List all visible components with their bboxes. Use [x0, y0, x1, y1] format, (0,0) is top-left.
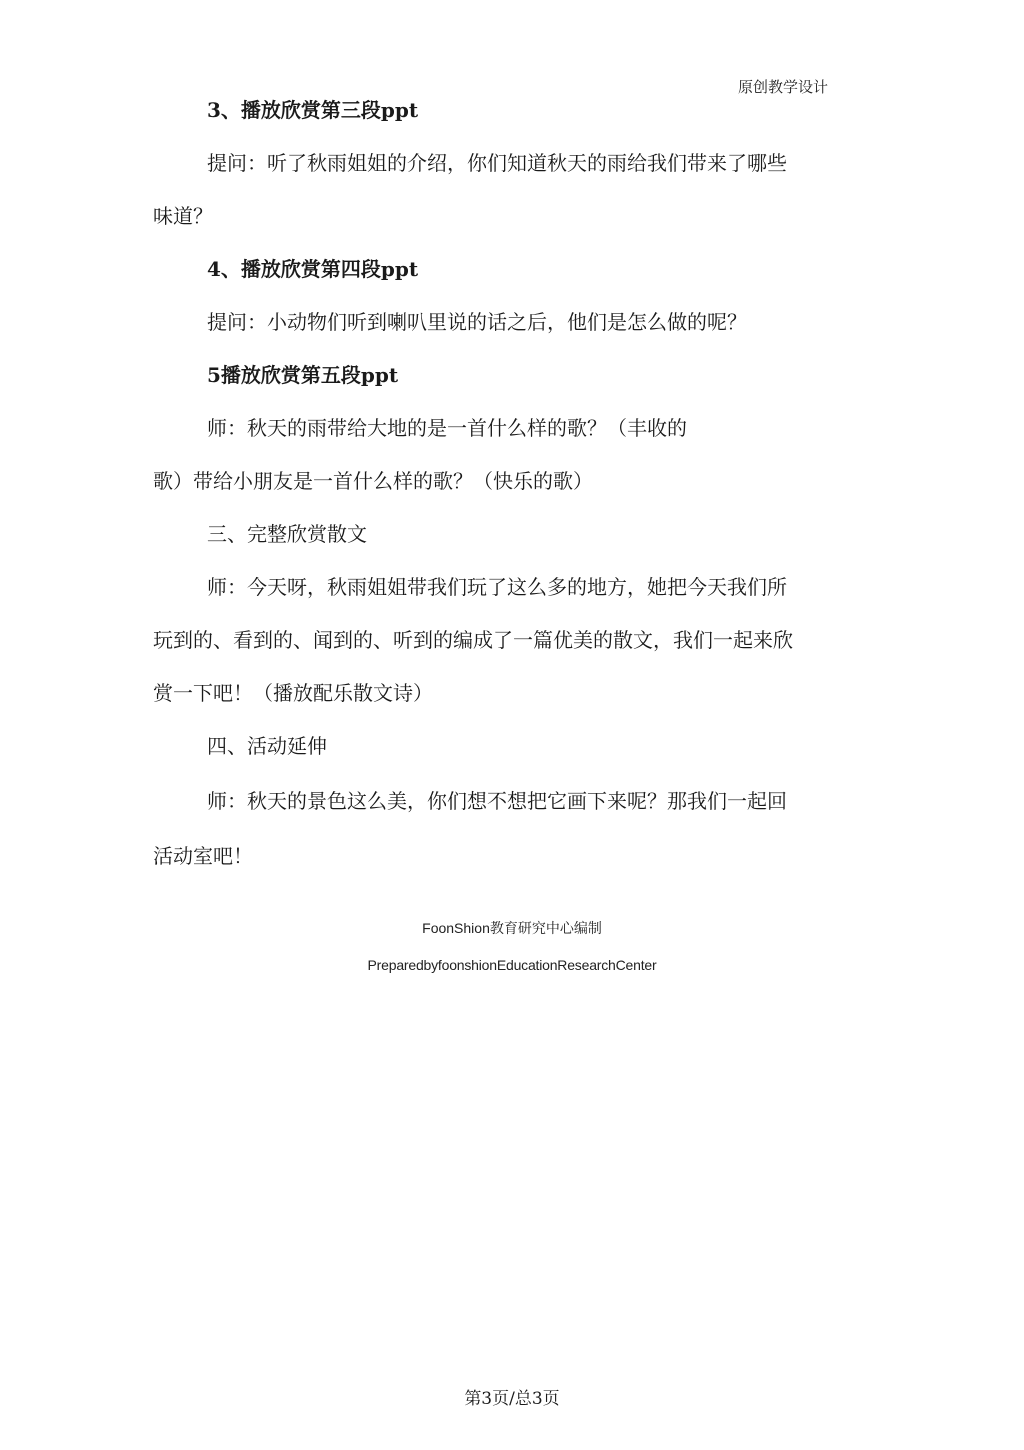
question-autumn-rain-cont: 味道？ [153, 204, 213, 228]
header-note: 原创教学设计 [738, 78, 829, 96]
teacher-drawing-prompt-cont: 活动室吧！ [153, 844, 253, 868]
teacher-prose-intro-cont-1: 玩到的、看到的、闻到的、听到的编成了一篇优美的散文，我们一起来欣 [153, 628, 793, 652]
question-autumn-rain: 提问：听了秋雨姐姐的介绍，你们知道秋天的雨给我们带来了哪些 [207, 151, 787, 175]
step-5-heading: 5播放欣赏第五段ppt [207, 363, 399, 387]
teacher-song-question-cont: 歌）带给小朋友是一首什么样的歌？（快乐的歌） [153, 469, 593, 493]
footer-org-cn: FoonShion教育研究中心编制 [422, 920, 602, 936]
step-3-heading: 3、播放欣赏第三段ppt [207, 98, 419, 122]
teacher-prose-intro: 师：今天呀，秋雨姐姐带我们玩了这么多的地方，她把今天我们所 [207, 575, 787, 599]
teacher-drawing-prompt: 师：秋天的景色这么美，你们想不想把它画下来呢？那我们一起回 [207, 789, 787, 813]
teacher-prose-intro-cont-2: 赏一下吧！（播放配乐散文诗） [153, 681, 433, 705]
teacher-song-question: 师：秋天的雨带给大地的是一首什么样的歌？（丰收的 [207, 416, 687, 440]
page-number: 第3页/总3页 [464, 1389, 560, 1409]
question-animals: 提问：小动物们听到喇叭里说的话之后，他们是怎么做的呢？ [207, 310, 747, 334]
section-3-heading: 三、完整欣赏散文 [207, 522, 367, 546]
step-4-heading: 4、播放欣赏第四段ppt [207, 257, 419, 281]
section-4-heading: 四、活动延伸 [207, 734, 327, 758]
footer-org-en: PreparedbyfoonshionEducationResearchCenter [367, 957, 657, 973]
